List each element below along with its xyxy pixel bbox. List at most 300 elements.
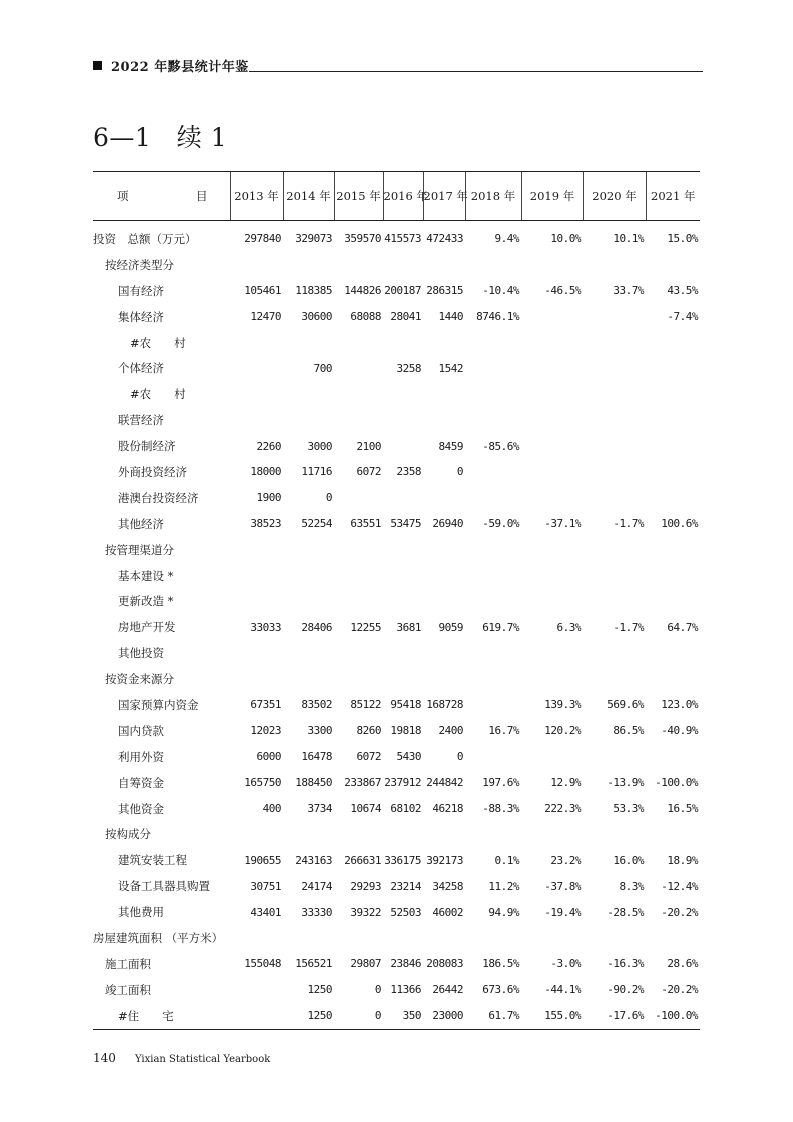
table-cell	[423, 407, 465, 433]
table-cell	[465, 640, 521, 666]
table-cell: 85122	[350, 698, 381, 712]
table-row	[93, 588, 700, 614]
table-cell	[423, 925, 465, 951]
table-cell	[583, 330, 646, 356]
table-cell	[383, 537, 423, 563]
table-cell: 18000	[250, 465, 281, 479]
row-label: 竣工面积	[105, 982, 151, 997]
table-cell	[583, 821, 646, 847]
table-cell: 29293	[350, 879, 381, 893]
table-row	[93, 873, 700, 899]
year-header: 2021 年	[646, 172, 700, 221]
table-cell	[230, 355, 283, 381]
table-cell: 43401	[250, 905, 281, 919]
table-cell	[583, 537, 646, 563]
row-label: #农 村	[130, 387, 186, 402]
table-cell: -7.4%	[667, 310, 698, 324]
table-cell	[521, 485, 583, 511]
table-cell: 53.3%	[613, 802, 644, 816]
table-cell	[465, 588, 521, 614]
table-cell	[383, 485, 423, 511]
table-cell: 0	[334, 1003, 383, 1029]
row-label: 利用外资	[118, 749, 164, 764]
table-cell	[646, 821, 700, 847]
square-bullet-icon	[93, 61, 102, 70]
table-cell: 0	[374, 983, 381, 997]
table-cell	[230, 537, 283, 563]
table-cell: 400	[262, 802, 281, 816]
table-cell: 120.2%	[544, 724, 581, 738]
row-label: 港澳台投资经济	[118, 490, 199, 505]
table-cell	[334, 407, 383, 433]
table-cell: -28.5%	[607, 905, 644, 919]
table-cell: -13.9%	[607, 776, 644, 790]
table-cell: 52503	[390, 905, 421, 919]
table-cell	[334, 925, 383, 951]
table-row	[93, 770, 700, 796]
table-cell	[646, 744, 700, 770]
row-label: 外商投资经济	[118, 464, 187, 479]
table-cell	[521, 330, 583, 356]
table-cell: 68102	[390, 802, 421, 816]
row-label: 基本建设 *	[118, 568, 174, 583]
table-cell: 237912	[384, 776, 421, 790]
table-cell: 156521	[295, 957, 332, 971]
table-cell: 1900	[256, 491, 281, 505]
table-cell: -100.0%	[655, 776, 698, 790]
table-cell: 28041	[390, 310, 421, 324]
table-cell	[423, 330, 465, 356]
table-row	[93, 640, 700, 666]
table-cell	[583, 485, 646, 511]
table-row	[93, 330, 700, 356]
table-cell: 168728	[426, 698, 463, 712]
table-cell: 200187	[384, 284, 421, 298]
table-cell: 6.3%	[556, 620, 581, 634]
table-cell: 569.6%	[607, 698, 644, 712]
table-cell	[465, 355, 521, 381]
table-cell	[423, 666, 465, 692]
table-cell	[230, 381, 283, 407]
table-cell	[646, 330, 700, 356]
table-cell: 0	[456, 465, 463, 479]
table-cell: 2260	[256, 439, 281, 453]
table-cell	[283, 666, 334, 692]
table-cell: 144826	[344, 284, 381, 298]
table-cell: 11716	[301, 465, 332, 479]
table-cell: 28406	[301, 620, 332, 634]
table-cell	[334, 563, 383, 589]
table-cell	[383, 563, 423, 589]
table-cell	[465, 407, 521, 433]
table-cell	[583, 433, 646, 459]
table-cell: 1250	[307, 983, 332, 997]
row-label: 其他投资	[118, 646, 164, 661]
table-cell: 8459	[438, 439, 463, 453]
table-cell: -19.4%	[544, 905, 581, 919]
table-cell	[283, 381, 334, 407]
row-label: 国内贷款	[118, 723, 164, 738]
table-cell: 33.7%	[613, 284, 644, 298]
table-cell: 2100	[356, 439, 381, 453]
table-cell: -1.7%	[613, 517, 644, 531]
table-cell: -40.9%	[661, 724, 698, 738]
row-label: 其他费用	[118, 905, 164, 920]
table-cell: 0.1%	[494, 853, 519, 867]
table-cell: 619.7%	[482, 620, 519, 634]
table-cell	[583, 588, 646, 614]
table-cell: 28.6%	[667, 957, 698, 971]
table-cell: -1.7%	[613, 620, 644, 634]
row-label: 更新改造 *	[118, 594, 174, 609]
year-header: 2017 年	[423, 172, 465, 221]
table-cell: 16.5%	[667, 802, 698, 816]
table-cell: 19818	[390, 724, 421, 738]
table-row	[93, 355, 700, 381]
table-cell: 52254	[301, 517, 332, 531]
table-cell: 139.3%	[544, 698, 581, 712]
table-cell: 86.5%	[613, 724, 644, 738]
table-cell	[521, 252, 583, 278]
table-cell: -3.0%	[550, 957, 581, 971]
table-cell: 15.0%	[667, 232, 698, 246]
table-cell	[583, 381, 646, 407]
table-row	[93, 304, 700, 330]
table-cell	[583, 252, 646, 278]
row-label: 建筑安装工程	[118, 853, 187, 868]
table-cell: 2400	[438, 724, 463, 738]
table-cell	[230, 1003, 283, 1029]
table-cell: 197.6%	[482, 776, 519, 790]
table-row	[93, 381, 700, 407]
table-row	[93, 951, 700, 977]
table-row	[93, 221, 700, 252]
table-cell	[283, 537, 334, 563]
table-cell: 0	[456, 750, 463, 764]
table-cell	[465, 666, 521, 692]
table-cell	[521, 459, 583, 485]
table-cell	[334, 537, 383, 563]
table-cell: 46002	[432, 905, 463, 919]
table-cell	[465, 563, 521, 589]
table-cell	[423, 588, 465, 614]
table-cell: 10674	[350, 802, 381, 816]
table-row	[93, 821, 700, 847]
table-cell	[646, 433, 700, 459]
table-cell: 30600	[301, 310, 332, 324]
table-row	[93, 511, 700, 537]
row-label: 个体经济	[118, 361, 164, 376]
table-row	[93, 666, 700, 692]
table-cell: 6000	[256, 750, 281, 764]
table-cell: 3681	[396, 620, 421, 634]
table-cell	[465, 925, 521, 951]
table-cell: 16478	[301, 750, 332, 764]
table-cell: 6072	[356, 465, 381, 479]
table-cell: 61.7%	[465, 1003, 521, 1029]
table-cell	[334, 330, 383, 356]
table-cell: 472433	[426, 232, 463, 246]
table-cell	[646, 537, 700, 563]
table-cell	[230, 640, 283, 666]
table-row	[93, 278, 700, 304]
table-cell	[230, 977, 283, 1003]
table-cell	[646, 459, 700, 485]
table-cell: -17.6%	[583, 1003, 646, 1029]
table-cell	[230, 407, 283, 433]
table-cell: -85.6%	[482, 439, 519, 453]
table-cell	[465, 537, 521, 563]
table-row	[93, 459, 700, 485]
table-cell	[583, 459, 646, 485]
row-label: 集体经济	[118, 309, 164, 324]
table-cell	[334, 666, 383, 692]
table-cell	[646, 925, 700, 951]
table-cell	[521, 381, 583, 407]
table-cell: 392173	[426, 853, 463, 867]
table-cell	[583, 355, 646, 381]
table-cell	[423, 821, 465, 847]
table-cell: 9059	[438, 620, 463, 634]
table-cell: 39322	[350, 905, 381, 919]
table-cell	[283, 330, 334, 356]
table-cell: 9.4%	[494, 232, 519, 246]
table-cell: 10.1%	[613, 232, 644, 246]
table-cell: 3734	[307, 802, 332, 816]
row-label: 施工面积	[105, 956, 151, 971]
table-cell: 3258	[396, 361, 421, 375]
table-cell: 94.9%	[488, 905, 519, 919]
table-cell: 244842	[426, 776, 463, 790]
table-cell	[230, 588, 283, 614]
table-cell: 243163	[295, 853, 332, 867]
table-cell	[646, 563, 700, 589]
item-header-left: 项	[117, 189, 129, 203]
table-cell	[646, 381, 700, 407]
table-cell	[583, 744, 646, 770]
table-cell: -90.2%	[607, 983, 644, 997]
table-cell: 350	[383, 1003, 423, 1029]
table-row	[93, 1003, 700, 1029]
row-label: 国家预算内资金	[118, 697, 199, 712]
table-cell	[230, 666, 283, 692]
table-cell: 266631	[344, 853, 381, 867]
table-cell: 8260	[356, 724, 381, 738]
table-cell	[230, 330, 283, 356]
table-cell	[465, 692, 521, 718]
table-cell: -88.3%	[482, 802, 519, 816]
table-row	[93, 433, 700, 459]
table-cell	[334, 381, 383, 407]
item-header-right: 目	[196, 189, 208, 203]
running-header	[93, 56, 703, 76]
table-cell	[521, 588, 583, 614]
table-cell: 8746.1%	[476, 310, 519, 324]
table-row	[93, 899, 700, 925]
table-cell: 83502	[301, 698, 332, 712]
table-cell	[521, 640, 583, 666]
table-row	[93, 977, 700, 1003]
table-cell	[521, 537, 583, 563]
footer-book-title: Yixian Statistical Yearbook	[135, 1054, 271, 1065]
table-cell	[283, 407, 334, 433]
table-cell	[646, 588, 700, 614]
table-cell: 23000	[423, 1003, 465, 1029]
table-cell: 190655	[244, 853, 281, 867]
table-cell	[383, 433, 423, 459]
table-cell: -20.2%	[661, 983, 698, 997]
table-cell: 105461	[244, 284, 281, 298]
table-cell	[465, 252, 521, 278]
table-cell: 23214	[390, 879, 421, 893]
table-cell	[334, 588, 383, 614]
page-number: 140	[93, 1051, 116, 1065]
table-cell	[423, 485, 465, 511]
table-cell: 33330	[301, 905, 332, 919]
table-cell: -46.5%	[544, 284, 581, 298]
table-cell	[283, 563, 334, 589]
row-label: 自筹资金	[118, 775, 164, 790]
table-cell: 186.5%	[482, 957, 519, 971]
row-label: #农 村	[130, 335, 186, 350]
table-row	[93, 744, 700, 770]
table-row	[93, 925, 700, 951]
table-row	[93, 563, 700, 589]
table-cell: 10.0%	[550, 232, 581, 246]
table-cell: 33033	[250, 620, 281, 634]
table-cell	[230, 925, 283, 951]
table-cell	[383, 252, 423, 278]
table-cell	[583, 563, 646, 589]
table-cell	[334, 252, 383, 278]
table-cell: 0	[325, 491, 332, 505]
table-cell	[465, 459, 521, 485]
table-cell: -37.1%	[544, 517, 581, 531]
table-cell	[521, 925, 583, 951]
table-cell: 11366	[390, 983, 421, 997]
table-cell: 359570	[344, 232, 381, 246]
table-cell	[283, 588, 334, 614]
table-cell: 222.3%	[544, 802, 581, 816]
table-cell: 46218	[432, 802, 463, 816]
table-cell	[334, 821, 383, 847]
table-cell	[230, 563, 283, 589]
table-cell	[521, 433, 583, 459]
table-cell	[383, 640, 423, 666]
table-cell	[646, 252, 700, 278]
table-cell	[334, 355, 383, 381]
row-label: 按资金来源分	[105, 672, 174, 687]
header-row	[93, 172, 700, 221]
row-label: 投资 总额（万元）	[93, 231, 197, 246]
row-label: 国有经济	[118, 283, 164, 298]
table-cell: 286315	[426, 284, 463, 298]
year-header: 2020 年	[583, 172, 646, 221]
table-cell	[383, 588, 423, 614]
table-cell	[583, 640, 646, 666]
table-cell	[465, 821, 521, 847]
table-cell	[230, 821, 283, 847]
table-cell	[465, 330, 521, 356]
table-cell: -37.8%	[544, 879, 581, 893]
table-cell: 12470	[250, 310, 281, 324]
table-cell: 297840	[244, 232, 281, 246]
table-row	[93, 614, 700, 640]
row-label: 股份制经济	[118, 439, 176, 454]
table-row	[93, 537, 700, 563]
table-cell: -10.4%	[482, 284, 519, 298]
table-cell: 208083	[426, 957, 463, 971]
table-cell	[583, 304, 646, 330]
table-cell	[423, 563, 465, 589]
table-cell: 1542	[438, 361, 463, 375]
table-cell: 1440	[438, 310, 463, 324]
table-cell	[423, 381, 465, 407]
table-cell	[583, 407, 646, 433]
year-header: 2018 年	[465, 172, 521, 221]
item-header	[93, 172, 230, 221]
table-cell: 68088	[350, 310, 381, 324]
year-header: 2013 年	[230, 172, 283, 221]
table-cell	[283, 821, 334, 847]
table-cell: 53475	[390, 517, 421, 531]
table-cell	[423, 537, 465, 563]
statistics-table	[93, 171, 700, 1030]
table-body	[93, 221, 700, 1030]
year-header: 2016 年	[383, 172, 423, 221]
table-cell	[521, 563, 583, 589]
table-cell	[646, 640, 700, 666]
table-cell	[521, 407, 583, 433]
row-label: 其他经济	[118, 516, 164, 531]
page-footer	[93, 1047, 270, 1066]
row-label: 房屋建筑面积 （平方米）	[93, 930, 224, 945]
table-cell: 165750	[244, 776, 281, 790]
table-cell: 12023	[250, 724, 281, 738]
table-cell	[283, 640, 334, 666]
table-cell: 26442	[432, 983, 463, 997]
table-cell: 155.0%	[521, 1003, 583, 1029]
table-cell	[521, 304, 583, 330]
table-cell	[383, 381, 423, 407]
row-label: 房地产开发	[118, 620, 176, 635]
table-cell	[383, 330, 423, 356]
table-cell: 12255	[350, 620, 381, 634]
table-cell	[383, 821, 423, 847]
table-cell: 123.0%	[661, 698, 698, 712]
table-cell: 3300	[307, 724, 332, 738]
table-row	[93, 718, 700, 744]
table-cell	[521, 821, 583, 847]
table-cell: 16.7%	[488, 724, 519, 738]
table-cell: 6072	[356, 750, 381, 764]
table-cell	[646, 355, 700, 381]
table-cell	[583, 925, 646, 951]
table-cell: 18.9%	[667, 853, 698, 867]
table-cell: -44.1%	[544, 983, 581, 997]
table-row	[93, 692, 700, 718]
table-cell	[583, 666, 646, 692]
table-cell: 43.5%	[667, 284, 698, 298]
table-cell: 5430	[396, 750, 421, 764]
table-cell	[423, 640, 465, 666]
table-cell: 63551	[350, 517, 381, 531]
table-cell	[423, 252, 465, 278]
table-cell: 16.0%	[613, 853, 644, 867]
table-cell: -100.0%	[646, 1003, 700, 1029]
table-cell: 100.6%	[661, 517, 698, 531]
table-cell	[646, 407, 700, 433]
